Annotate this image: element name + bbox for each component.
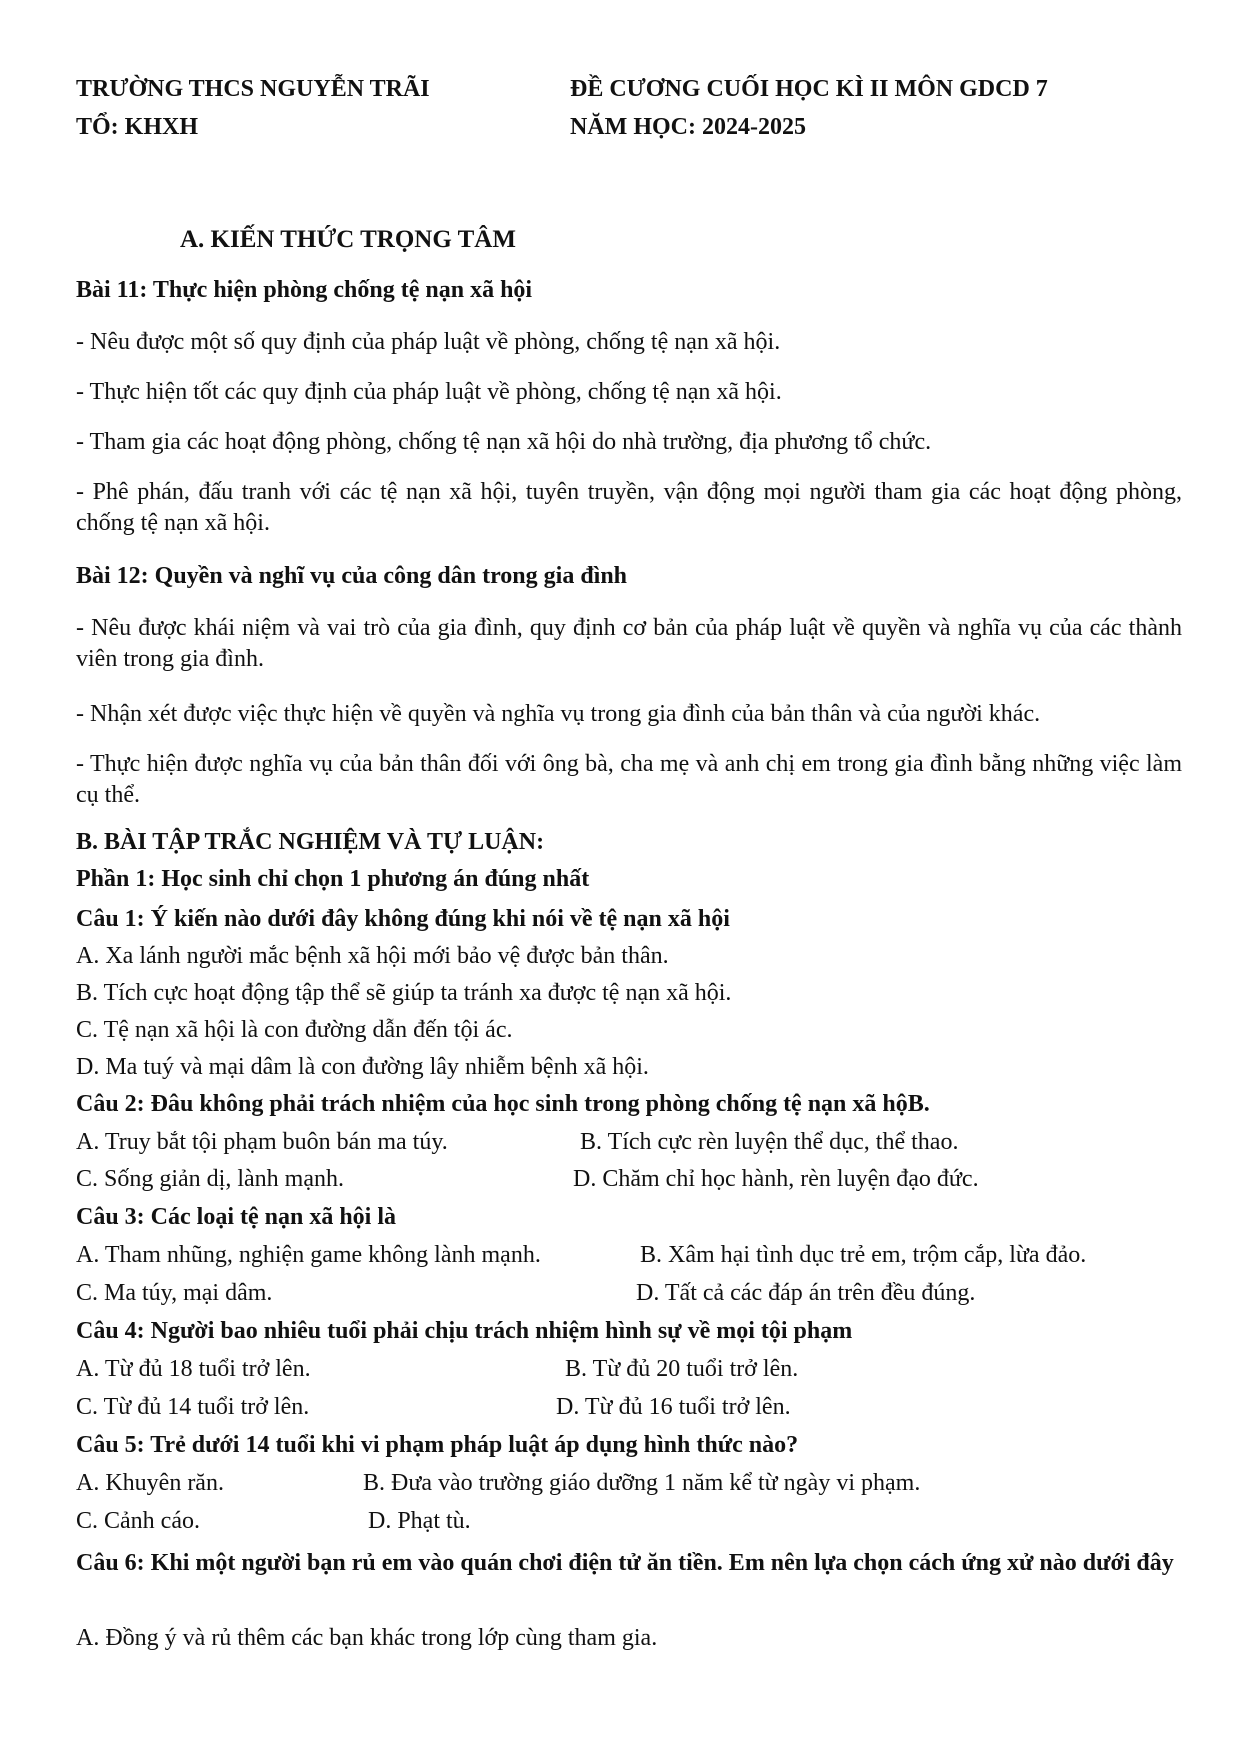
answer-option: D. Từ đủ 16 tuổi trở lên. xyxy=(556,1394,791,1420)
answer-option: A. Khuyên răn. xyxy=(76,1470,224,1496)
section-b-heading: B. BÀI TẬP TRẮC NGHIỆM VÀ TỰ LUẬN: xyxy=(76,829,545,855)
answer-option: B. Tích cực hoạt động tập thể sẽ giúp ta tránh xa được tệ nạn xã hội. xyxy=(76,980,732,1006)
question-4: Câu 4: Người bao nhiêu tuổi phải chịu trách nhiệm hình sự về mọi tội phạm xyxy=(76,1318,853,1344)
answer-option: D. Chăm chỉ học hành, rèn luyện đạo đức. xyxy=(573,1166,979,1192)
lesson-12-point: - Nêu được khái niệm và vai trò của gia đình, quy định cơ bản của pháp luật về quyền và nghĩa vụ của các thành viên trong gia đình. xyxy=(76,615,1182,672)
lesson-11-point: - Phê phán, đấu tranh với các tệ nạn xã hội, tuyên truyền, vận động mọi người tham gia các hoạt động phòng, chống tệ nạn xã hội. xyxy=(76,479,1182,536)
question-5: Câu 5: Trẻ dưới 14 tuổi khi vi phạm pháp luật áp dụng hình thức nào? xyxy=(76,1432,799,1458)
answer-option: D. Phạt tù. xyxy=(368,1508,471,1534)
answer-option: A. Từ đủ 18 tuổi trở lên. xyxy=(76,1356,311,1382)
answer-option: B. Tích cực rèn luyện thể dục, thể thao. xyxy=(580,1129,959,1155)
answer-option: C. Cảnh cáo. xyxy=(76,1508,200,1534)
answer-option: A. Xa lánh người mắc bệnh xã hội mới bảo vệ được bản thân. xyxy=(76,943,669,969)
answer-option: C. Ma túy, mại dâm. xyxy=(76,1280,273,1306)
answer-option: C. Sống giản dị, lành mạnh. xyxy=(76,1166,344,1192)
answer-option: B. Xâm hại tình dục trẻ em, trộm cắp, lừa đảo. xyxy=(640,1242,1087,1268)
lesson-12-point: - Thực hiện được nghĩa vụ của bản thân đối với ông bà, cha mẹ và anh chị em trong gia đình bằng những việc làm cụ thể. xyxy=(76,751,1182,808)
answer-option: B. Đưa vào trường giáo dưỡng 1 năm kể từ ngày vi phạm. xyxy=(363,1470,921,1496)
lesson-11-point: - Nêu được một số quy định của pháp luật về phòng, chống tệ nạn xã hội. xyxy=(76,329,781,355)
lesson-11-title: Bài 11: Thực hiện phòng chống tệ nạn xã hội xyxy=(76,277,533,303)
document-title: ĐỀ CƯƠNG CUỐI HỌC KÌ II MÔN GDCD 7 xyxy=(570,76,1048,102)
answer-option: C. Tệ nạn xã hội là con đường dẫn đến tội ác. xyxy=(76,1017,513,1043)
question-1: Câu 1: Ý kiến nào dưới đây không đúng khi nói về tệ nạn xã hội xyxy=(76,906,730,932)
question-6: Câu 6: Khi một người bạn rủ em vào quán chơi điện tử ăn tiền. Em nên lựa chọn cách ứng xử nào dưới đây xyxy=(76,1550,1174,1576)
answer-option: A. Đồng ý và rủ thêm các bạn khác trong lớp cùng tham gia. xyxy=(76,1625,658,1651)
part-1-instruction: Phần 1: Học sinh chỉ chọn 1 phương án đúng nhất xyxy=(76,866,590,892)
section-a-heading: A. KIẾN THỨC TRỌNG TÂM xyxy=(180,226,516,253)
question-3: Câu 3: Các loại tệ nạn xã hội là xyxy=(76,1204,397,1230)
school-year: NĂM HỌC: 2024-2025 xyxy=(570,114,806,140)
lesson-11-point: - Thực hiện tốt các quy định của pháp luật về phòng, chống tệ nạn xã hội. xyxy=(76,379,782,405)
lesson-12-point: - Nhận xét được việc thực hiện về quyền và nghĩa vụ trong gia đình của bản thân và của người khác. xyxy=(76,701,1041,727)
department-name: TỔ: KHXH xyxy=(76,114,199,140)
answer-option: D. Tất cả các đáp án trên đều đúng. xyxy=(636,1280,976,1306)
answer-option: A. Tham nhũng, nghiện game không lành mạnh. xyxy=(76,1242,541,1268)
lesson-12-title: Bài 12: Quyền và nghĩ vụ của công dân trong gia đình xyxy=(76,563,628,589)
answer-option: C. Từ đủ 14 tuổi trở lên. xyxy=(76,1394,310,1420)
school-name: TRƯỜNG THCS NGUYỄN TRÃI xyxy=(76,76,430,102)
question-2: Câu 2: Đâu không phải trách nhiệm của học sinh trong phòng chống tệ nạn xã hộB. xyxy=(76,1091,930,1117)
answer-option: D. Ma tuý và mại dâm là con đường lây nhiễm bệnh xã hội. xyxy=(76,1054,649,1080)
answer-option: A. Truy bắt tội phạm buôn bán ma túy. xyxy=(76,1129,448,1155)
lesson-11-point: - Tham gia các hoạt động phòng, chống tệ nạn xã hội do nhà trường, địa phương tổ chức. xyxy=(76,429,932,455)
answer-option: B. Từ đủ 20 tuổi trở lên. xyxy=(565,1356,799,1382)
